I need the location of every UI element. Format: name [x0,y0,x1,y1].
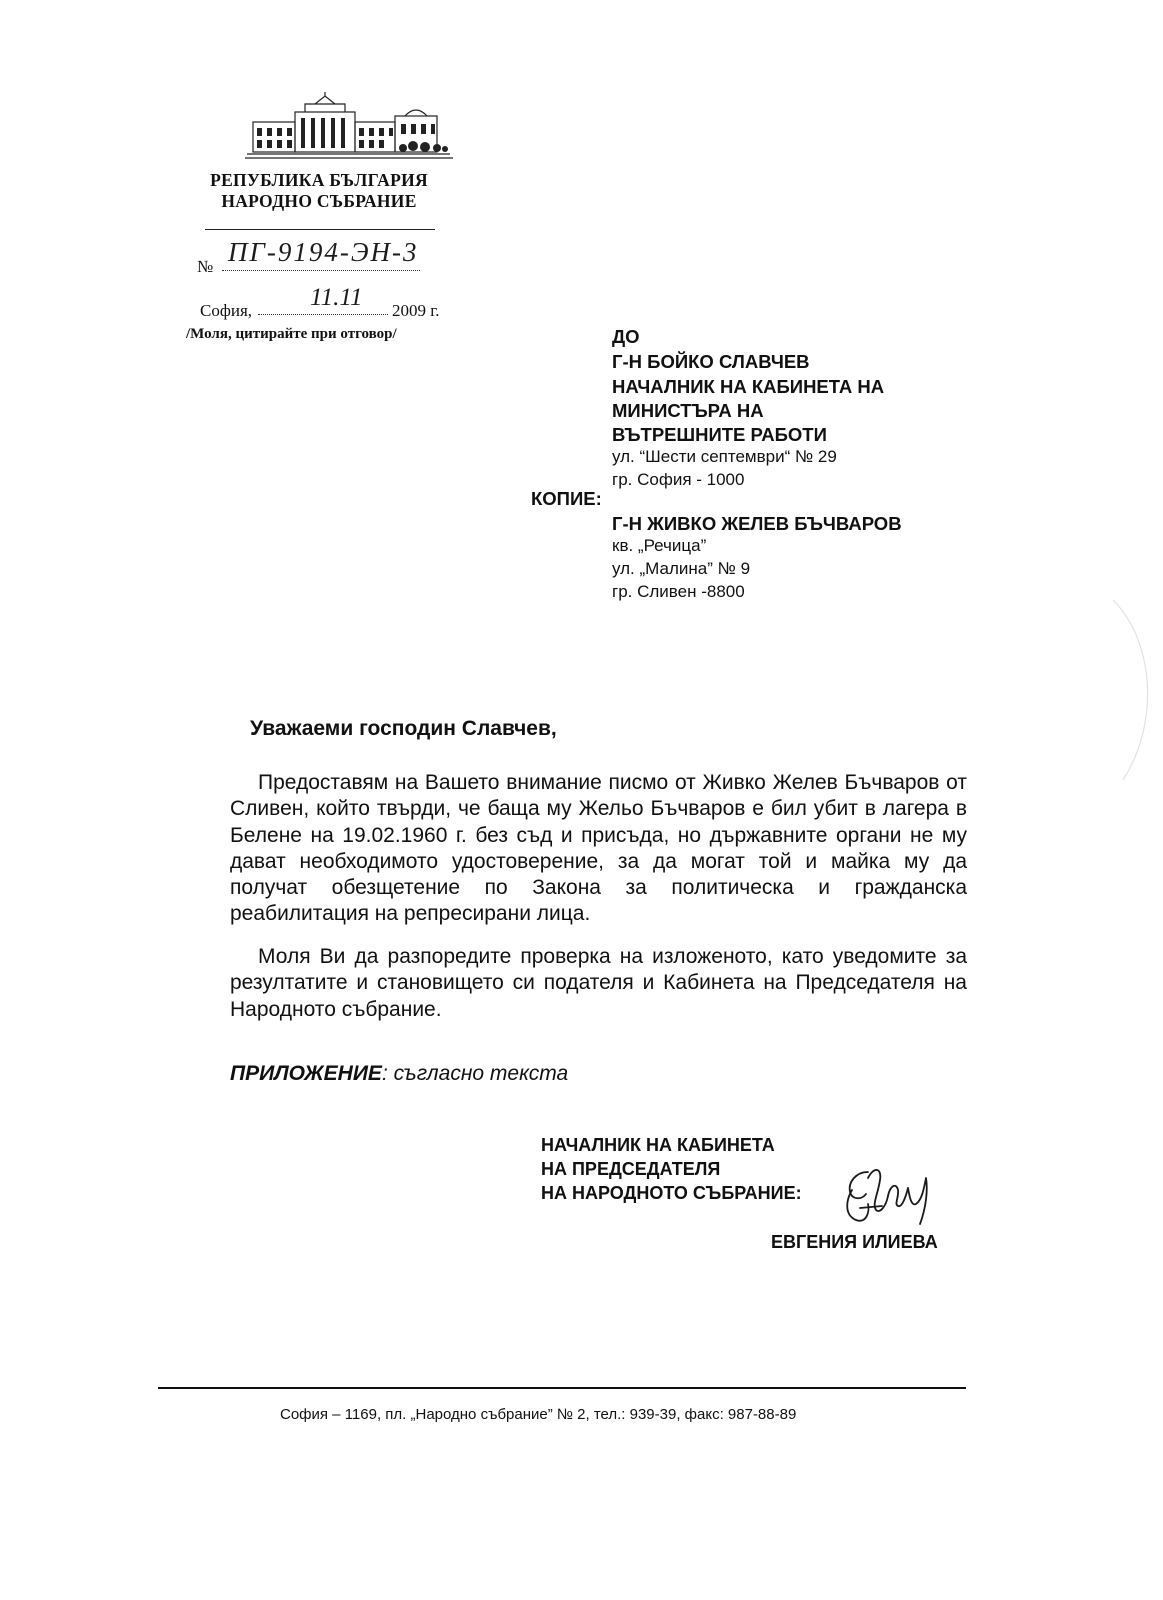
addressee-name: Г-Н БОЙКО СЛАВЧЕВ [612,351,810,372]
addressee-to: ДО [612,326,640,347]
footer-divider [158,1387,966,1389]
copy-street: ул. „Малина” № 9 [612,559,751,578]
org-assembly: НАРОДНО СЪБРАНИЕ [221,191,417,211]
signature-title-3: НА НАРОДНОТО СЪБРАНИЕ: [541,1183,802,1203]
letter-city: София, [200,301,253,320]
handwritten-signature [838,1160,938,1230]
date-line [258,314,388,315]
attachment-label: ПРИЛОЖЕНИЕ [230,1062,382,1085]
reference-number-line [222,270,420,271]
signature-title-1: НАЧАЛНИК НА КАБИНЕТА [541,1135,775,1155]
footer-address: София – 1169, пл. „Народно събрание” № 2, тел.: 939-39, факс: 987-88-89 [280,1406,797,1423]
greeting: Уважаеми господин Славчев, [250,717,557,740]
copy-label: КОПИЕ: [531,488,602,509]
body-paragraph-2: Моля Ви да разпоредите проверка на изложеното, като уведомите за резултатите и становището си подателя и Кабинета на Председателя на Народното събрание. [230,945,967,1021]
header-divider [205,229,435,230]
copy-name: Г-Н ЖИВКО ЖЕЛЕВ БЪЧВАРОВ [612,513,902,534]
letter-date: 11.11 [310,284,363,311]
cite-note: /Моля, цитирайте при отговор/ [186,326,397,342]
addressee-city: гр. София - 1000 [612,470,745,489]
copy-city: гр. Сливен -8800 [612,582,745,601]
addressee-title-2: МИНИСТЪРА НА [612,400,764,421]
letter-year: 2009 г. [392,301,440,320]
addressee-title-1: НАЧАЛНИК НА КАБИНЕТА НА [612,376,885,397]
attachment-text: : съгласно текста [381,1062,569,1085]
copy-district: кв. „Речица” [612,536,707,555]
parliament-building-icon [245,92,455,162]
body-paragraph-1: Предоставям на Вашето внимание писмо от Живко Желев Бъчваров от Сливен, който твърди, че баща му Жельо Бъчваров е бил убит в лагера в Белене на 19.02.1960 г. без съд и присъда, но държавните органи не му дават необходимото удостоверение, за да могат той и майка му да получат обезщетение по Закона за политическа и гражданска реабилитация на репресирани лица. [230,771,967,926]
addressee-title-3: ВЪТРЕШНИТЕ РАБОТИ [612,424,827,445]
attachment-line [230,1062,568,1086]
org-republic: РЕПУБЛИКА БЪЛГАРИЯ [210,170,428,190]
reference-number-value: ПГ-9194-ЭН-3 [228,237,419,267]
addressee-street: ул. “Шести септември“ № 29 [612,447,837,466]
scan-edge-mark [1103,600,1163,780]
signatory-name: ЕВГЕНИЯ ИЛИЕВА [771,1232,938,1252]
signature-title-2: НА ПРЕДСЕДАТЕЛЯ [541,1159,721,1179]
reference-number-label: № [197,257,214,276]
